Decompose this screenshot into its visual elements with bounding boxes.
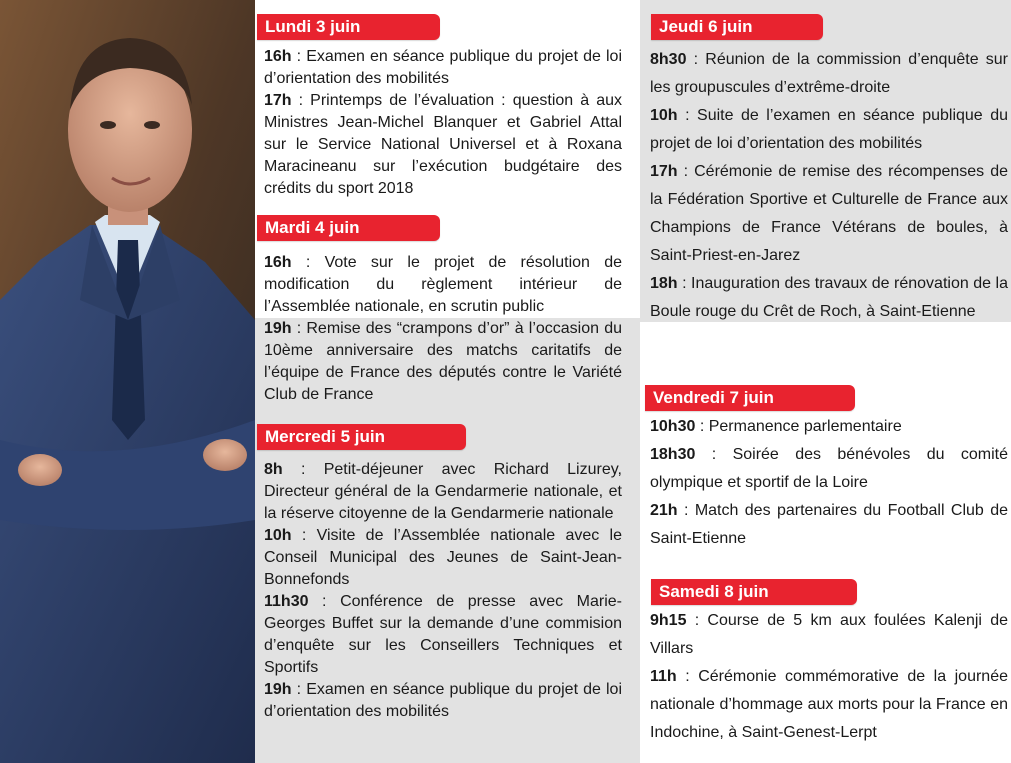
event-item (650, 158, 1008, 270)
event-text: Examen en séance publique du projet de loi d’orientation des mobilités (264, 681, 623, 720)
event-time: 16h (264, 48, 292, 65)
day-header-jeudi: Jeudi 6 juin (651, 14, 823, 40)
day-events-vendredi (650, 413, 1008, 553)
portrait-illustration (0, 0, 255, 763)
event-sep: : (677, 107, 698, 124)
day-header-vendredi: Vendredi 7 juin (645, 385, 855, 411)
day-header-lundi: Lundi 3 juin (257, 14, 440, 40)
event-time: 16h (264, 254, 292, 271)
event-text: Réunion de la commission d’enquête sur les groupuscules d’extrême-droite (650, 51, 1008, 96)
event-sep: : (686, 612, 708, 629)
event-text: Printemps de l’évaluation : question à aux Ministres Jean-Michel Blanquer et Gabriel Attal sur le Service National Universel et à Roxana Maracineanu sur l’exécution budgétaire des crédits du sport 2018 (264, 92, 622, 197)
event-time: 11h (650, 668, 677, 685)
day-events-lundi (264, 46, 622, 200)
event-sep: : (677, 275, 692, 292)
event-item (264, 591, 622, 679)
event-sep: : (291, 527, 317, 544)
event-time: 10h (650, 107, 678, 124)
event-time: 18h (650, 275, 678, 292)
event-text: Permanence parlementaire (708, 418, 902, 435)
event-text: Conférence de presse avec Marie-Georges Buffet sur la demande d’une commision d’enquête sur les Conseillers Techniques et Sportifs (264, 593, 622, 676)
event-text: Match des partenaires du Football Club de Saint-Etienne (650, 502, 1008, 547)
event-time: 9h15 (650, 612, 687, 629)
event-sep: : (695, 418, 709, 435)
event-sep: : (291, 320, 307, 337)
event-text: Remise des “crampons d’or” à l’occasion du 10ème anniversaire des matchs caritatifs de l’équipe de France des députés contre le Variété Club de France (264, 320, 622, 403)
event-time: 17h (264, 92, 292, 109)
event-sep: : (282, 461, 324, 478)
event-sep: : (291, 681, 307, 698)
event-text: Cérémonie commémorative de la journée nationale d’hommage aux morts pour la France en Indochine, à Saint-Genest-Lerpt (650, 668, 1009, 741)
event-sep: : (686, 51, 706, 68)
event-text: Inauguration des travaux de rénovation de la Boule rouge du Crêt de Roch, à Saint-Etienne (650, 275, 1008, 320)
event-time: 17h (650, 163, 678, 180)
event-item (264, 679, 622, 723)
event-text: Cérémonie de remise des récompenses de la Fédération Sportive et Culturelle de France aux Champions de France Vétérans de boules, à Saint-Priest-en-Jarez (650, 163, 1008, 264)
event-item (264, 525, 622, 591)
event-time: 10h (264, 527, 292, 544)
portrait-photo (0, 0, 255, 763)
event-item (650, 663, 1008, 747)
event-item (650, 46, 1008, 102)
event-time: 8h (264, 461, 283, 478)
event-sep: : (291, 48, 307, 65)
event-sep: : (695, 446, 733, 463)
event-text: Visite de l’Assemblée nationale avec le Conseil Municipal des Jeunes de Saint-Jean-Bonnefonds (264, 527, 622, 588)
event-item (650, 497, 1008, 553)
event-item (264, 252, 622, 318)
event-text: Course de 5 km aux foulées Kalenji de Villars (650, 612, 1008, 657)
day-events-mardi (264, 252, 622, 406)
event-time: 8h30 (650, 51, 687, 68)
event-item (264, 46, 622, 90)
event-sep: : (291, 92, 311, 109)
event-time: 11h30 (264, 593, 309, 610)
event-sep: : (291, 254, 325, 271)
event-sep: : (677, 163, 695, 180)
event-sep: : (676, 668, 699, 685)
day-header-samedi: Samedi 8 juin (651, 579, 857, 605)
event-item (650, 607, 1008, 663)
day-header-mardi: Mardi 4 juin (257, 215, 440, 241)
day-events-jeudi (650, 46, 1008, 326)
event-text: Suite de l’examen en séance publique du projet de loi d’orientation des mobilités (650, 107, 1009, 152)
event-item (264, 318, 622, 406)
event-item (650, 102, 1008, 158)
event-text: Petit-déjeuner avec Richard Lizurey, Directeur général de la Gendarmerie nationale, et la réserve citoyenne de la Gendarmerie nationale (264, 461, 622, 522)
event-time: 19h (264, 681, 292, 698)
day-events-samedi (650, 607, 1008, 747)
day-header-mercredi: Mercredi 5 juin (257, 424, 466, 450)
event-sep: : (677, 502, 695, 519)
event-item (650, 413, 1008, 441)
event-time: 21h (650, 502, 678, 519)
event-time: 10h30 (650, 418, 696, 435)
event-item (650, 270, 1008, 326)
event-text: Soirée des bénévoles du comité olympique et sportif de la Loire (650, 446, 1008, 491)
event-item (264, 90, 622, 200)
event-item (650, 441, 1008, 497)
event-time: 18h30 (650, 446, 696, 463)
event-time: 19h (264, 320, 292, 337)
event-item (264, 459, 622, 525)
event-text: Vote sur le projet de résolution de modification du règlement intérieur de l’Assemblée nationale, en scrutin public (264, 254, 622, 315)
event-text: Examen en séance publique du projet de loi d’orientation des mobilités (264, 48, 623, 87)
day-events-mercredi (264, 459, 622, 723)
event-sep: : (308, 593, 341, 610)
